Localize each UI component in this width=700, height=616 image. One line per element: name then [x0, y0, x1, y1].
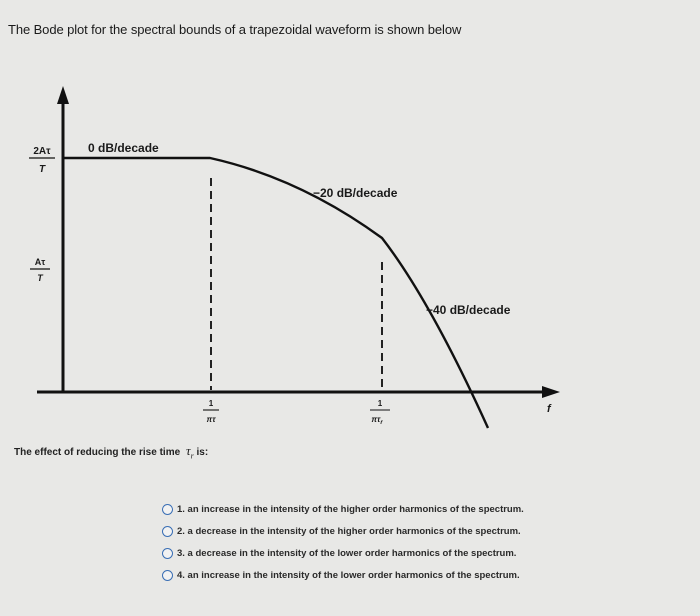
option-1-label: 1. an increase in the intensity of the higher order harmonics of the spectrum. [177, 503, 524, 515]
question-body: The effect of reducing the rise time [14, 447, 181, 458]
x-axis-label: f [547, 403, 551, 415]
option-3[interactable] [162, 542, 524, 564]
y-label-lower-den: T [37, 273, 43, 283]
x-tick1-num: 1 [208, 399, 214, 408]
answer-options [162, 498, 524, 586]
radio-2[interactable] [162, 526, 173, 537]
question-text [14, 443, 208, 461]
y-label-lower-num: Aτ [34, 257, 46, 267]
slope-label-steep: −40 dB/decade [426, 303, 511, 317]
option-4-label: 4. an increase in the intensity of the lower order harmonics of the spectrum. [177, 569, 520, 581]
question-variable: $\tau_r$ [185, 443, 194, 461]
slope-label-flat: 0 dB/decade [88, 141, 159, 155]
x-axis-arrow [542, 386, 560, 398]
spectral-bound-curve [63, 158, 488, 428]
x-tick1-den: πτ [206, 415, 216, 424]
slope-label-mid: −20 dB/decade [313, 186, 398, 200]
option-2-label: 2. a decrease in the intensity of the higher order harmonics of the spectrum. [177, 525, 521, 537]
radio-1[interactable] [162, 504, 173, 515]
page-title: The Bode plot for the spectral bounds of a trapezoidal waveform is shown below [8, 22, 462, 37]
y-label-upper-num: 2Aτ [33, 146, 51, 157]
radio-3[interactable] [162, 548, 173, 559]
question-suffix: is: [193, 447, 209, 458]
option-2[interactable] [162, 520, 524, 542]
x-tick2-num: 1 [377, 399, 383, 408]
option-4[interactable] [162, 564, 524, 586]
option-3-label: 3. a decrease in the intensity of the lower order harmonics of the spectrum. [177, 547, 517, 559]
option-1[interactable] [162, 498, 524, 520]
radio-4[interactable] [162, 570, 173, 581]
y-axis-arrow [57, 86, 69, 104]
x-tick2-den: $\pi\tau_r$ [371, 415, 383, 426]
y-label-upper-den: T [38, 164, 46, 175]
